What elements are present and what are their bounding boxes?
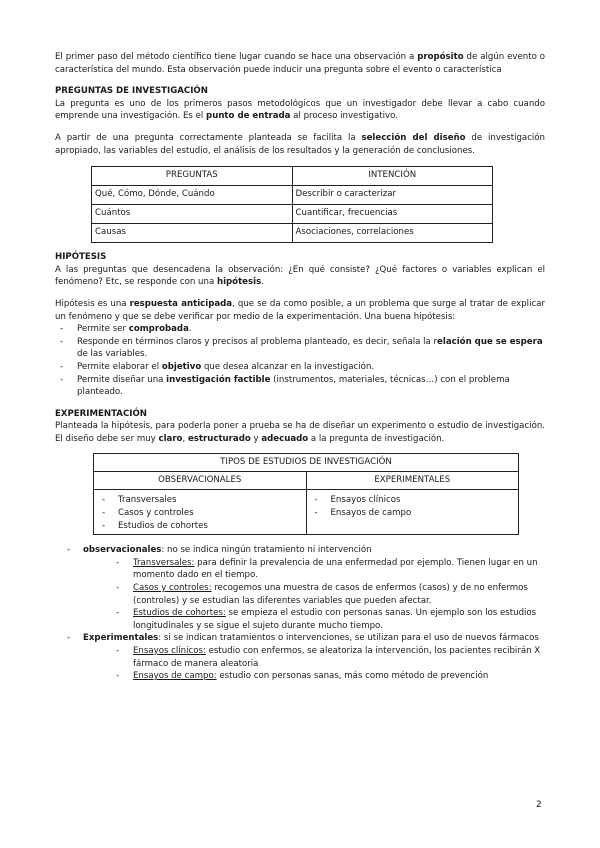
list-item: - Ensayos clínicos (311, 494, 515, 507)
table-cell: Cuantificar, frecuencias (292, 205, 493, 224)
table-cell: Asociaciones, correlaciones (292, 224, 493, 243)
table-header: INTENCIÓN (292, 167, 493, 186)
table-cell: Qué, Cómo, Dónde, Cuándo (92, 186, 293, 205)
document-page (55, 51, 545, 683)
list-item-observacionales: - observacionales: no se indica ningún tratamiento ni intervención - Transversales: para definir la prevalencia de una enfermedad por ejemplo. Tienen lugar en un momento dado en el tiempo. - Casos y controles: recogemos una muestra de casos de enfermos (casos) y de no enfermos (controles) y se estudian las diferentes variables que pueden afectar. - Estudios de cohortes: se empieza el estudio con personas sanas. Un ejemplo son los estudios longitudinales y se sigue el sujeto durante mucho tiempo. (55, 544, 545, 632)
list-item: - Transversales: para definir la prevalencia de una enfermedad por ejemplo. Tienen lugar en un momento dado en el tiempo. (113, 557, 545, 582)
hipotesis-heading: HIPÓTESIS (55, 252, 107, 263)
table-cell: Causas (92, 224, 293, 243)
observacionales-list (98, 494, 302, 532)
list-item: - Ensayos de campo: estudio con personas sanas, más como método de prevención (113, 670, 545, 683)
table-row (92, 186, 493, 205)
list-item: - Responde en términos claros y precisos al problema planteado, es decir, señala la relación que se espera de las variables. (55, 336, 545, 361)
table-header: EXPERIMENTALES (306, 472, 519, 490)
preguntas-heading: PREGUNTAS DE INVESTIGACIÓN (55, 86, 208, 97)
table-row (92, 205, 493, 224)
list-item: - Estudios de cohortes: se empieza el estudio con personas sanas. Un ejemplo son los estudios longitudinales y se sigue el sujeto durante mucho tiempo. (113, 607, 545, 632)
list-item-experimentales: - Experimentales: si se indican tratamientos o intervenciones, se utilizan para el uso de nuevos fármacos - Ensayos clínicos: estudio con enfermos, se aleatoriza la intervención, los pacientes recibirán X fármaco de manera aleatoria - Ensayos de campo: estudio con personas sanas, más como método de prevención (55, 632, 545, 682)
experimentales-sublist (113, 645, 545, 683)
intro-paragraph: El primer paso del método científico tiene lugar cuando se hace una observación a propósito de algún evento o característica del mundo. Esta observación puede inducir una pregunta sobre el evento o característica (55, 52, 545, 75)
list-item: - Permite ser comprobada. (55, 323, 545, 336)
list-item: - Casos y controles (98, 507, 302, 520)
preguntas-paragraph-2: A partir de una pregunta correctamente planteada se facilita la selección del diseño de investigación apropiado, las variables del estudio, el análisis de los resultados y la generación de conclusiones. (55, 132, 546, 156)
page-number: 2 (536, 800, 542, 810)
estudios-list (55, 544, 545, 683)
list-item: - Transversales (98, 494, 302, 507)
observacionales-sublist (113, 557, 545, 633)
table-header: OBSERVACIONALES (94, 472, 307, 490)
hipotesis-paragraph-2: Hipótesis es una respuesta anticipada, que se da como posible, a un problema que surge al tratar de explicar un fenómeno y que se debe verificar por medio de la experimentación. Una buena hipótesis: (55, 298, 545, 322)
list-item: - Permite diseñar una investigación factible (instrumentos, materiales, técnicas…) con el problema planteado. (55, 374, 545, 399)
table-title: TIPOS DE ESTUDIOS DE INVESTIGACIÓN (94, 454, 519, 472)
list-item: - Casos y controles: recogemos una muestra de casos de enfermos (casos) y de no enfermos (controles) y se estudian las diferentes variables que pueden afectar. (113, 582, 545, 607)
list-item: - Estudios de cohortes (98, 520, 302, 533)
experimentales-list (311, 494, 515, 519)
list-item: - Ensayos clínicos: estudio con enfermos, se aleatoriza la intervención, los pacientes recibirán X fármaco de manera aleatoria (113, 645, 545, 670)
experimentacion-paragraph: Planteada la hipótesis, para poderla poner a prueba se ha de diseñar un experimento o estudio de investigación. El diseño debe ser muy claro, estructurado y adecuado a la pregunta de investigación. (55, 421, 545, 444)
preguntas-table (91, 166, 493, 243)
table-cell: Describir o caracterizar (292, 186, 493, 205)
observacionales-cell (94, 490, 307, 535)
list-item: - Ensayos de campo (311, 507, 515, 520)
table-row (92, 224, 493, 243)
list-item: - Permite elaborar el objetivo que desea alcanzar en la investigación. (55, 361, 545, 374)
table-cell: Cuántos (92, 205, 293, 224)
tipos-estudios-table (93, 453, 519, 535)
hipotesis-list (55, 323, 545, 399)
experimentacion-heading: EXPERIMENTACIÓN (55, 408, 147, 419)
preguntas-paragraph-1: La pregunta es uno de los primeros pasos metodológicos que un investigador debe llevar a cabo cuando emprende una investigación. Es el punto de entrada al proceso investigativo. (55, 98, 545, 122)
table-header: PREGUNTAS (92, 167, 293, 186)
hipotesis-paragraph-1: A las preguntas que desencadena la observación: ¿En qué consiste? ¿Qué factores o variables explican el fenómeno? Etc, se responde con una hipótesis. (55, 264, 545, 288)
experimentales-cell (306, 490, 519, 535)
